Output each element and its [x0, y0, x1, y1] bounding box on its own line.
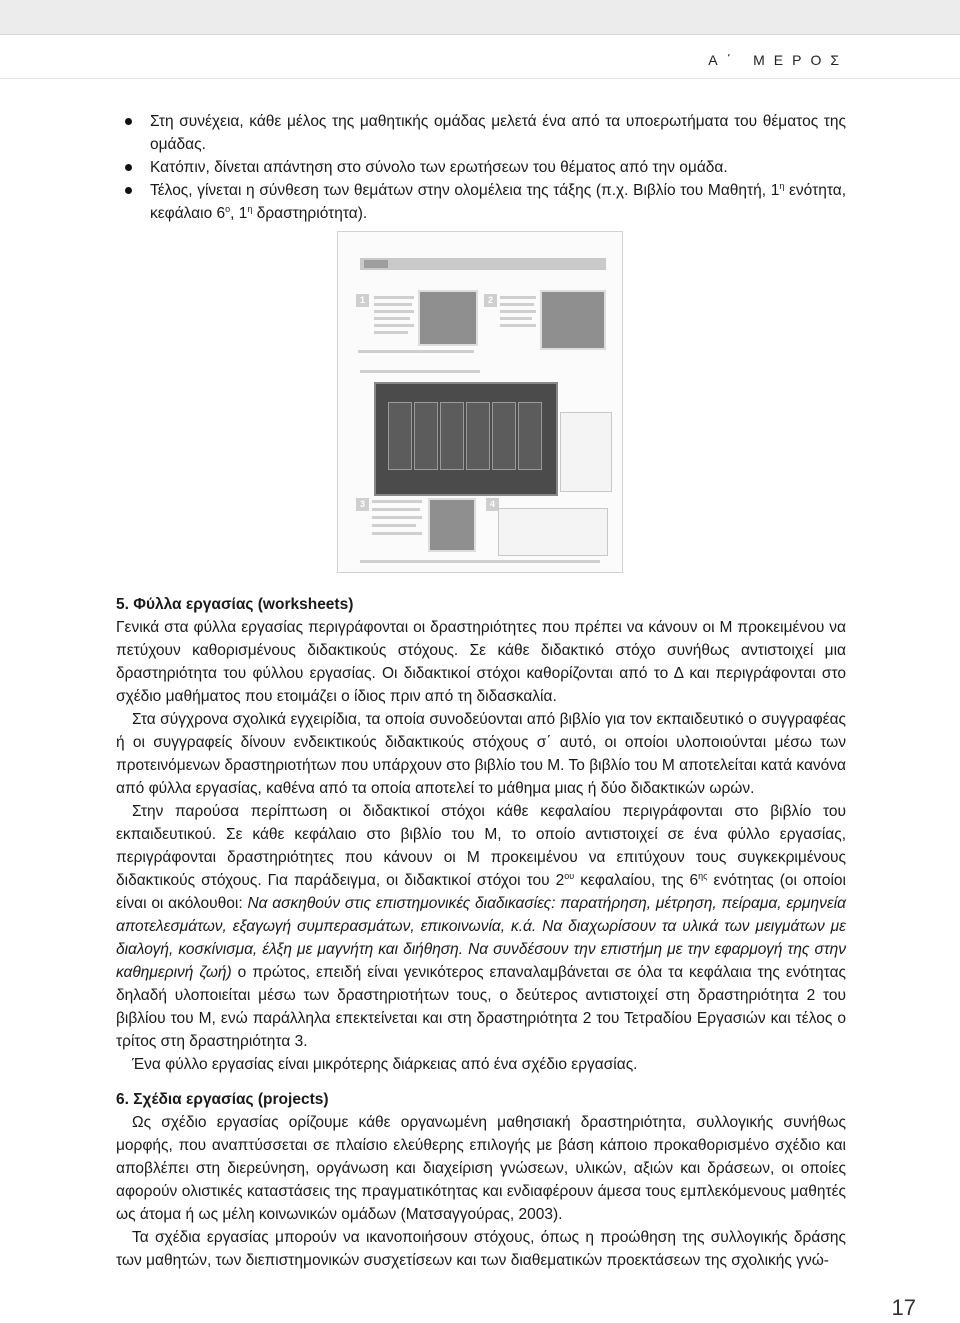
page-number: 17 — [891, 1295, 916, 1320]
thumbnail-number-badge: 3 — [356, 498, 369, 511]
thumbnail-text-line — [500, 324, 536, 327]
thumbnail-board-column — [388, 402, 412, 470]
main-text-block — [116, 593, 846, 1272]
bullet3-sup-b: ο — [225, 204, 231, 214]
thumbnail-number-badge: 4 — [486, 498, 499, 511]
thumbnail-header-tag — [364, 260, 388, 268]
top-band — [0, 0, 960, 35]
thumbnail-text-line — [374, 324, 414, 327]
thumbnail-text-line — [372, 508, 420, 511]
thumbnail-text-line — [500, 317, 532, 320]
paragraph — [116, 800, 846, 1053]
thumbnail-text-line — [358, 350, 474, 353]
thumbnail-footer-line — [360, 560, 600, 563]
thumbnail-text-box — [498, 508, 608, 556]
thumbnail-text-line — [374, 317, 410, 320]
p3-sup-b: ης — [698, 871, 708, 881]
thumbnail-text-line — [374, 331, 408, 334]
paragraph: Στα σύγχρονα σχολικά εγχειρίδια, τα οποία συνοδεύονται από βιβλίο για τον εκπαιδευτικό ο συγγραφέας ή οι συγγραφείς δίνουν ενδεικτικούς διδακτικούς στόχους σ΄ αυτό, οι οποίοι υλοποιούνται μέσω των προτεινόμενων δραστηριοτήτων που υπάρχουν στο βιβλίο του Μ. Το βιβλίο του Μ αποτελείται κατά κανόνα από φύλλα εργασίας, καθένα από τα οποία αποτελεί το μάθημα μιας ή δύο διδακτικών ωρών. — [116, 711, 847, 797]
thumbnail-photo-small — [428, 498, 476, 552]
bullet3-text-c: , 1 — [230, 205, 248, 222]
thumbnail-text-line — [500, 310, 536, 313]
p3-sup-a: ου — [564, 871, 575, 881]
thumbnail-text-line — [372, 516, 422, 519]
paragraph: Τα σχέδια εργασίας μπορούν να ικανοποιήσουν στόχους, όπως η προώθηση της συλλογικής δράσης των μαθητών, των διεπιστημονικών συσχετίσεων και των διαθεματικών προεκτάσεων της σχολικής γνώ- — [116, 1229, 846, 1269]
bullet-item: Στη συνέχεια, κάθε μέλος της μαθητικής ομάδας μελετά ένα από τα υποερωτήματα του θέματος της ομάδας. — [116, 110, 846, 156]
paragraph: Γενικά στα φύλλα εργασίας περιγράφονται οι δραστηριότητες που πρέπει να κάνουν οι Μ προκειμένου να πετύχουν καθορισμένους διδακτικούς στόχους. Σε κάθε διδακτικό στόχο συνήθως αντιστοιχεί μια δραστηριότητα του φύλλου εργασίας. Οι διδακτικοί στόχοι καθορίζονται από το Δ και περιγράφονται στο σχέδιο μαθήματος που ετοιμάζει ο ίδιος πριν από τη διδασκαλία. — [116, 619, 846, 705]
thumbnail-text-line — [500, 303, 534, 306]
p3-italic-objectives: Να ασκηθούν στις επιστημονικές διαδικασίες: παρατήρηση, μέτρηση, πείραμα, ερμηνεία αποτελεσμάτων, εξαγωγή συμπερασμάτων, επικοινωνία, κ.ά. Να διαχωρίσουν τα υλικά των μειγμάτων με διαλογή, κοσκίνισμα, έλξη με μαγνήτη και διήθηση. Να συνδέσουν την επιστήμη με την εφαρμογή της στην καθημερινή ζωή) — [116, 895, 846, 981]
bullet-list — [116, 110, 846, 225]
thumbnail-board-column — [492, 402, 516, 470]
thumbnail-text-line — [500, 296, 536, 299]
bullet3-text-b: ενότητα, κεφάλαιο 6 — [150, 182, 846, 222]
thumbnail-text-line — [372, 532, 422, 535]
p3-text-a: Στην παρούσα περίπτωση οι διδακτικοί στόχοι κάθε κεφαλαίου περιγράφονται στο βιβλίο του εκπαιδευτικού. Σε κάθε κεφάλαιο στο βιβλίο του Μ, το οποίο αντιστοιχεί σε ένα φύλλο εργασίας, περιγράφονται δραστηριότητες που κάνουν οι Μ προκειμένου να επιτύχουν τους συγκεκριμένους διδακτικούς στόχους. Για παράδειγμα, οι διδακτικοί στόχοι του 2 — [116, 803, 846, 889]
header-rule — [0, 78, 960, 79]
thumbnail-photo-flowers — [418, 290, 478, 346]
thumbnail-text-line — [372, 524, 416, 527]
thumbnail-text-line — [374, 296, 414, 299]
thumbnail-board-column — [440, 402, 464, 470]
bullet3-sup-c: η — [247, 204, 253, 214]
section-header: Α΄ ΜΕΡΟΣ — [708, 52, 848, 68]
thumbnail-side-note — [560, 412, 612, 492]
thumbnail-text-line — [374, 303, 412, 306]
thumbnail-photo-rock — [540, 290, 606, 350]
bullet3-text-d: δραστηριότητα). — [252, 205, 368, 222]
bullet-list-block — [116, 110, 846, 225]
paragraph: Ένα φύλλο εργασίας είναι μικρότερης διάρκειας από ένα σχέδιο εργασίας. — [132, 1056, 638, 1073]
p3-text-e: ο πρώτος, επειδή είναι γενικότερος επαναλαμβάνεται σε όλα τα κεφάλαια της ενότητας δηλαδή υλοποιείται μέσω των δραστηριοτήτων τους, ο δεύτερος αντιστοιχεί στη δραστηριότητα 2 του βιβλίου του Μ, ενώ παράλληλα επεκτείνεται και στη δραστηριότητα 2 του Τετραδίου Εργασιών και τέλος ο τρίτος στη δραστηριότητα 3. — [116, 964, 846, 1050]
thumbnail-number-badge: 2 — [484, 294, 497, 307]
thumbnail-text-line — [374, 310, 414, 313]
textbook-page-thumbnail — [337, 231, 623, 573]
thumbnail-number-badge: 1 — [356, 294, 369, 307]
thumbnail-board-column — [466, 402, 490, 470]
section-heading-projects: 6. Σχέδια εργασίας (projects) — [116, 1091, 329, 1108]
p3-text-b: κεφαλαίου, της 6 — [574, 872, 699, 889]
bullet3-text-a: Τέλος, γίνεται η σύνθεση των θεμάτων στην ολομέλεια της τάξης (π.χ. Βιβλίο του Μαθητή, 1 — [150, 182, 780, 199]
thumbnail-header-bar — [360, 258, 606, 270]
bullet3-sup-a: η — [779, 181, 785, 191]
bullet-item — [116, 179, 846, 225]
thumbnail-board-column — [518, 402, 542, 470]
bullet-item: Κατόπιν, δίνεται απάντηση στο σύνολο των ερωτήσεων του θέματος από την ομάδα. — [116, 156, 846, 179]
thumbnail-text-line — [360, 370, 480, 373]
thumbnail-text-line — [372, 500, 422, 503]
p3-text-c: ενότητας (οι οποίοι είναι οι ακόλουθοι: — [116, 872, 846, 912]
section-heading-worksheets: 5. Φύλλα εργασίας (worksheets) — [116, 596, 354, 613]
paragraph: Ως σχέδιο εργασίας ορίζουμε κάθε οργανωμένη μαθησιακή δραστηριότητα, συλλογικής συνήθως μορφής, που αναπτύσσεται σε πλαίσιο ελεύθερης επιλογής με βάση κάποιο προκαθορισμένο σχέδιο και αποβλέπει στη διερεύνηση, οργάνωση και διαχείριση γνώσεων, υλικών, αξιών και δράσεων, οι οποίες αφορούν ολιστικές καταστάσεις της πραγματικότητας και ενδιαφέρουν άμεσα τους εμπλεκόμενους μαθητές ως άτομα ή ως μέλη κοινωνικών ομάδων (Ματσαγγούρας, 2003). — [116, 1114, 846, 1223]
thumbnail-board-column — [414, 402, 438, 470]
